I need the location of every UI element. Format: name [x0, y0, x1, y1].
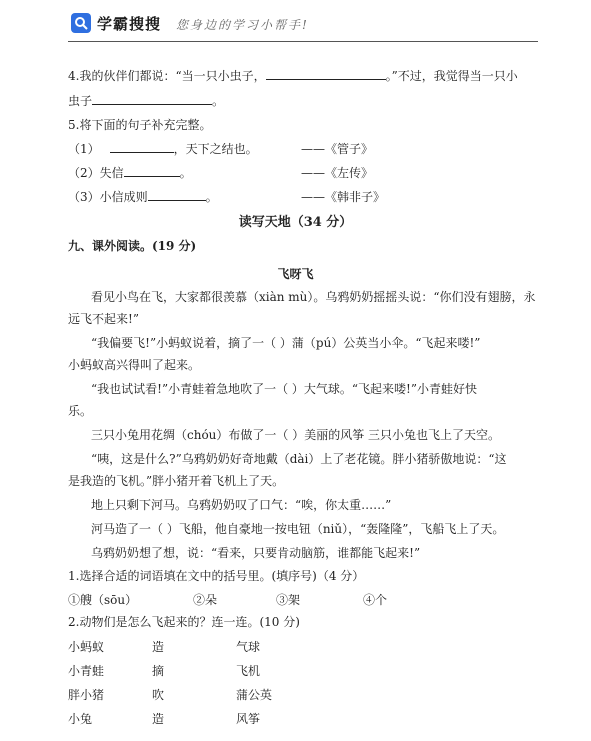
option-1: ①艘（sōu） — [68, 593, 138, 607]
answer-blank[interactable] — [266, 67, 386, 80]
story-line: “咦，这是什么?”乌鸦奶奶好奇地戴（dài）上了老花镜。胖小猪骄傲地说：“这 — [91, 452, 507, 466]
source-citation: ——《管子》 — [301, 142, 374, 156]
animal-item[interactable]: 小兔 — [68, 712, 93, 726]
story-line: “我也试试看!”小青蛙着急地吹了一（ ）大气球。“飞起来喽!”小青蛙好快 — [91, 382, 478, 396]
story-line: “我偏要飞!”小蚂蚁说着，摘了一（ ）蒲（pú）公英当小伞。“飞起来喽!” — [91, 336, 481, 350]
answer-blank[interactable] — [110, 140, 174, 153]
answer-blank[interactable] — [124, 164, 180, 177]
header-divider — [68, 41, 538, 42]
animal-item[interactable]: 小青蛙 — [68, 664, 105, 678]
question-4-line-1: 4.我的伙伴们都说：“当一只小虫子， 。”不过，我觉得当一只小 — [68, 69, 518, 83]
brand-slogan: 您身边的学习小帮手! — [176, 18, 309, 32]
source-citation: ——《左传》 — [301, 166, 374, 180]
object-item[interactable]: 飞机 — [236, 664, 261, 678]
page-header — [0, 0, 591, 44]
object-item[interactable]: 蒲公英 — [236, 688, 273, 702]
part-9-heading: 九、课外阅读。(19 分) — [68, 239, 197, 253]
section-title: 读写天地（34 分） — [238, 215, 353, 230]
story-title: 飞呀飞 — [277, 267, 314, 281]
story-line: 乌鸦奶奶想了想，说：“看来，只要肯动脑筋，谁都能飞起来!” — [91, 546, 421, 560]
story-line: 三只小兔用花绸（chóu）布做了一（ ）美丽的风筝 三只小兔也飞上了天空。 — [91, 428, 501, 442]
object-item[interactable]: 气球 — [236, 640, 261, 654]
brand-name: 学霸搜搜 — [97, 15, 162, 33]
answer-blank[interactable] — [148, 188, 206, 201]
animal-item[interactable]: 胖小猪 — [68, 688, 105, 702]
story-line: 河马造了一（ ）飞船，他自豪地一按电钮（niǔ），“轰隆隆”，飞船飞上了天。 — [91, 522, 505, 536]
story-line: 小蚂蚁高兴得叫了起来。 — [68, 358, 201, 372]
question-5-item-1: （1） ，天下之结也。 — [68, 142, 258, 156]
story-line: 看见小鸟在飞，大家都很羡慕（xiàn mù）。乌鸦奶奶摇摇头说：“你们没有翅膀，永 — [91, 290, 536, 304]
object-item[interactable]: 风筝 — [236, 712, 261, 726]
logo-icon — [71, 13, 91, 33]
animal-item[interactable]: 小蚂蚁 — [68, 640, 105, 654]
verb-item[interactable]: 摘 — [152, 664, 165, 678]
question-5-item-2: （2）失信 。 — [68, 166, 192, 180]
option-3: ③架 — [276, 593, 301, 607]
verb-item[interactable]: 吹 — [152, 688, 165, 702]
option-4: ④个 — [363, 593, 388, 607]
answer-blank[interactable] — [92, 92, 212, 105]
question-1-title: 1.选择合适的词语填在文中的括号里。(填序号)（4 分） — [68, 569, 365, 583]
question-5-item-3: （3）小信成则 。 — [68, 190, 218, 204]
question-2-title: 2.动物们是怎么飞起来的？连一连。(10 分) — [68, 615, 300, 629]
story-line: 是我造的飞机。”胖小猪开着飞机上了天。 — [68, 474, 285, 488]
source-citation: ——《韩非子》 — [301, 190, 386, 204]
verb-item[interactable]: 造 — [152, 640, 165, 654]
question-5-title: 5.将下面的句子补充完整。 — [68, 118, 212, 132]
option-2: ②朵 — [193, 593, 218, 607]
question-4-line-2: 虫子 。 — [68, 94, 225, 108]
story-line: 远飞不起来!” — [68, 312, 139, 326]
verb-item[interactable]: 造 — [152, 712, 165, 726]
story-line: 地上只剩下河马。乌鸦奶奶叹了口气：“唉，你太重……” — [91, 498, 392, 512]
story-line: 乐。 — [68, 404, 93, 418]
